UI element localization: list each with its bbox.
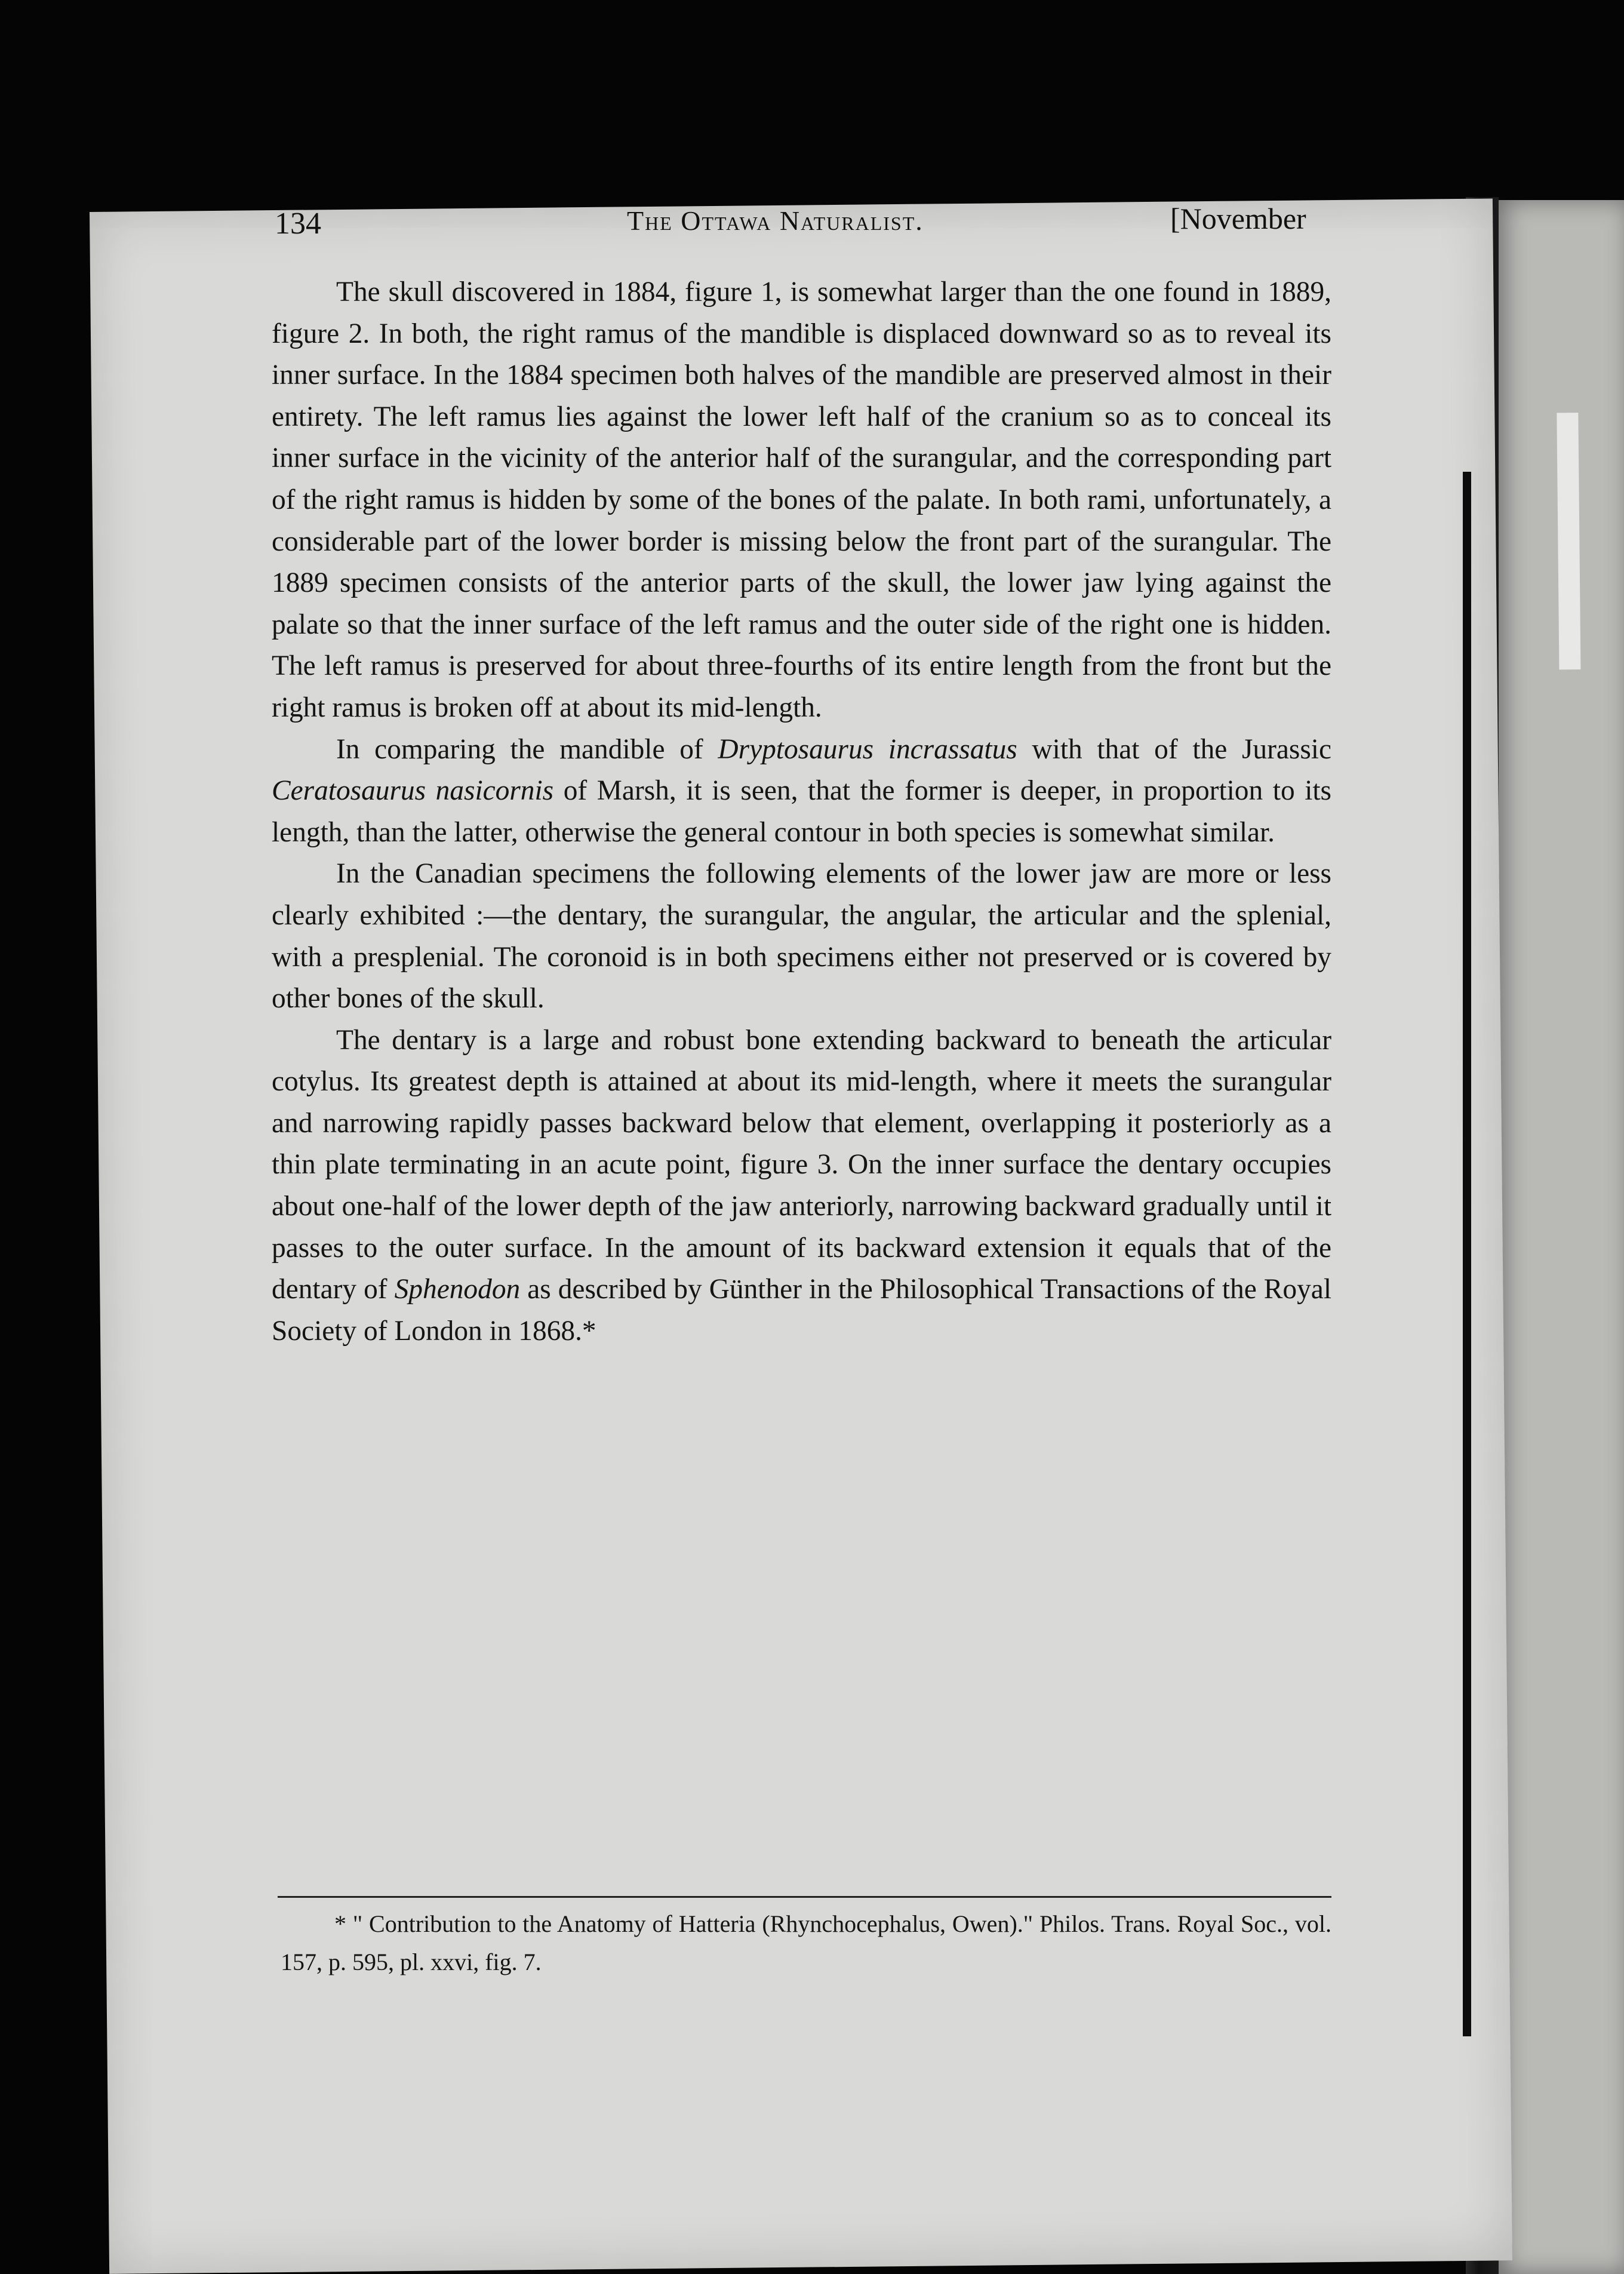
paragraph-4-part-b: as described by Günther in the Philosophical Transactions of the Royal Society of London in 1868.* bbox=[272, 1274, 1331, 1347]
species-name-dryptosaurus: Dryptosaurus incrassatus bbox=[718, 733, 1017, 765]
page-header bbox=[275, 202, 1325, 254]
species-name-ceratosaurus: Ceratosaurus nasicornis bbox=[272, 775, 554, 807]
paragraph-2 bbox=[272, 729, 1331, 854]
book-spine bbox=[1463, 472, 1471, 2036]
body-text bbox=[272, 272, 1331, 1352]
paragraph-3: In the Canadian specimens the following elements of the lower jaw are more or less clearly exhibited :—the dentary, the surangular, the angular, the articular and the splenial, with a presplenial. The coronoid is in both specimens either not preserved or is covered by other bones of the skull. bbox=[272, 858, 1331, 1015]
paragraph-1: The skull discovered in 1884, figure 1, is somewhat larger than the one found in 1889, figure 2. In both, the right ramus of the mandible is displaced downward so as to reveal its inner surface. In the 1884 specimen both halves of the mandible are preserved almost in their entirety. The left ramus lies against the lower left half of the cranium so as to conceal its inner surface in the vicinity of the anterior half of the surangular, and the corresponding part of the right ramus is hidden by some of the bones of the palate. In both rami, unfortunately, a considerable part of the lower border is missing below the front part of the surangular. The 1889 specimen consists of the anterior parts of the skull, the lower jaw lying against the palate so that the inner surface of the left ramus and the outer side of the right one is hidden. The left ramus is preserved for about three-fourths of its entire length from the front but the right ramus is broken off at about its mid-length. bbox=[272, 276, 1331, 723]
page-number: 134 bbox=[275, 207, 321, 241]
paragraph-2-part-b: with that of the Jurassic bbox=[1017, 733, 1331, 765]
footnote bbox=[281, 1905, 1331, 1981]
running-title: The Ottawa Naturalist. bbox=[627, 205, 924, 236]
page-margin-strip bbox=[1557, 413, 1580, 669]
footnote-text: * " Contribution to the Anatomy of Hatteria (Rhynchocephalus, Owen)." Philos. Trans. Royal Soc., vol. 157, p. 595, pl. xxvi, fig. 7. bbox=[281, 1910, 1331, 1975]
paragraph-4-part-a: The dentary is a large and robust bone extending backward to beneath the articular cotylus. Its greatest depth is attained at about its mid-length, where it meets the surangular and narrowing rapidly passes backward below that element, overlapping it posteriorly as a thin plate terminating in an acute point, figure 3. On the inner surface the dentary occupies about one-half of the lower depth of the jaw anteriorly, narrowing backward gradually until it passes to the outer surface. In the amount of its backward extension it equals that of the dentary of bbox=[272, 1024, 1331, 1305]
issue-month: [November bbox=[1170, 202, 1306, 235]
paragraph-4 bbox=[272, 1020, 1331, 1353]
paragraph-2-part-a: In comparing the mandible of bbox=[336, 733, 718, 765]
footnote-rule bbox=[278, 1896, 1331, 1898]
genus-name-sphenodon: Sphenodon bbox=[394, 1274, 521, 1305]
paragraph-2-part-c: of Marsh, it is seen, that the former is deeper, in proportion to its length, than the latter, otherwise the general contour in both species is somewhat similar. bbox=[272, 775, 1331, 848]
